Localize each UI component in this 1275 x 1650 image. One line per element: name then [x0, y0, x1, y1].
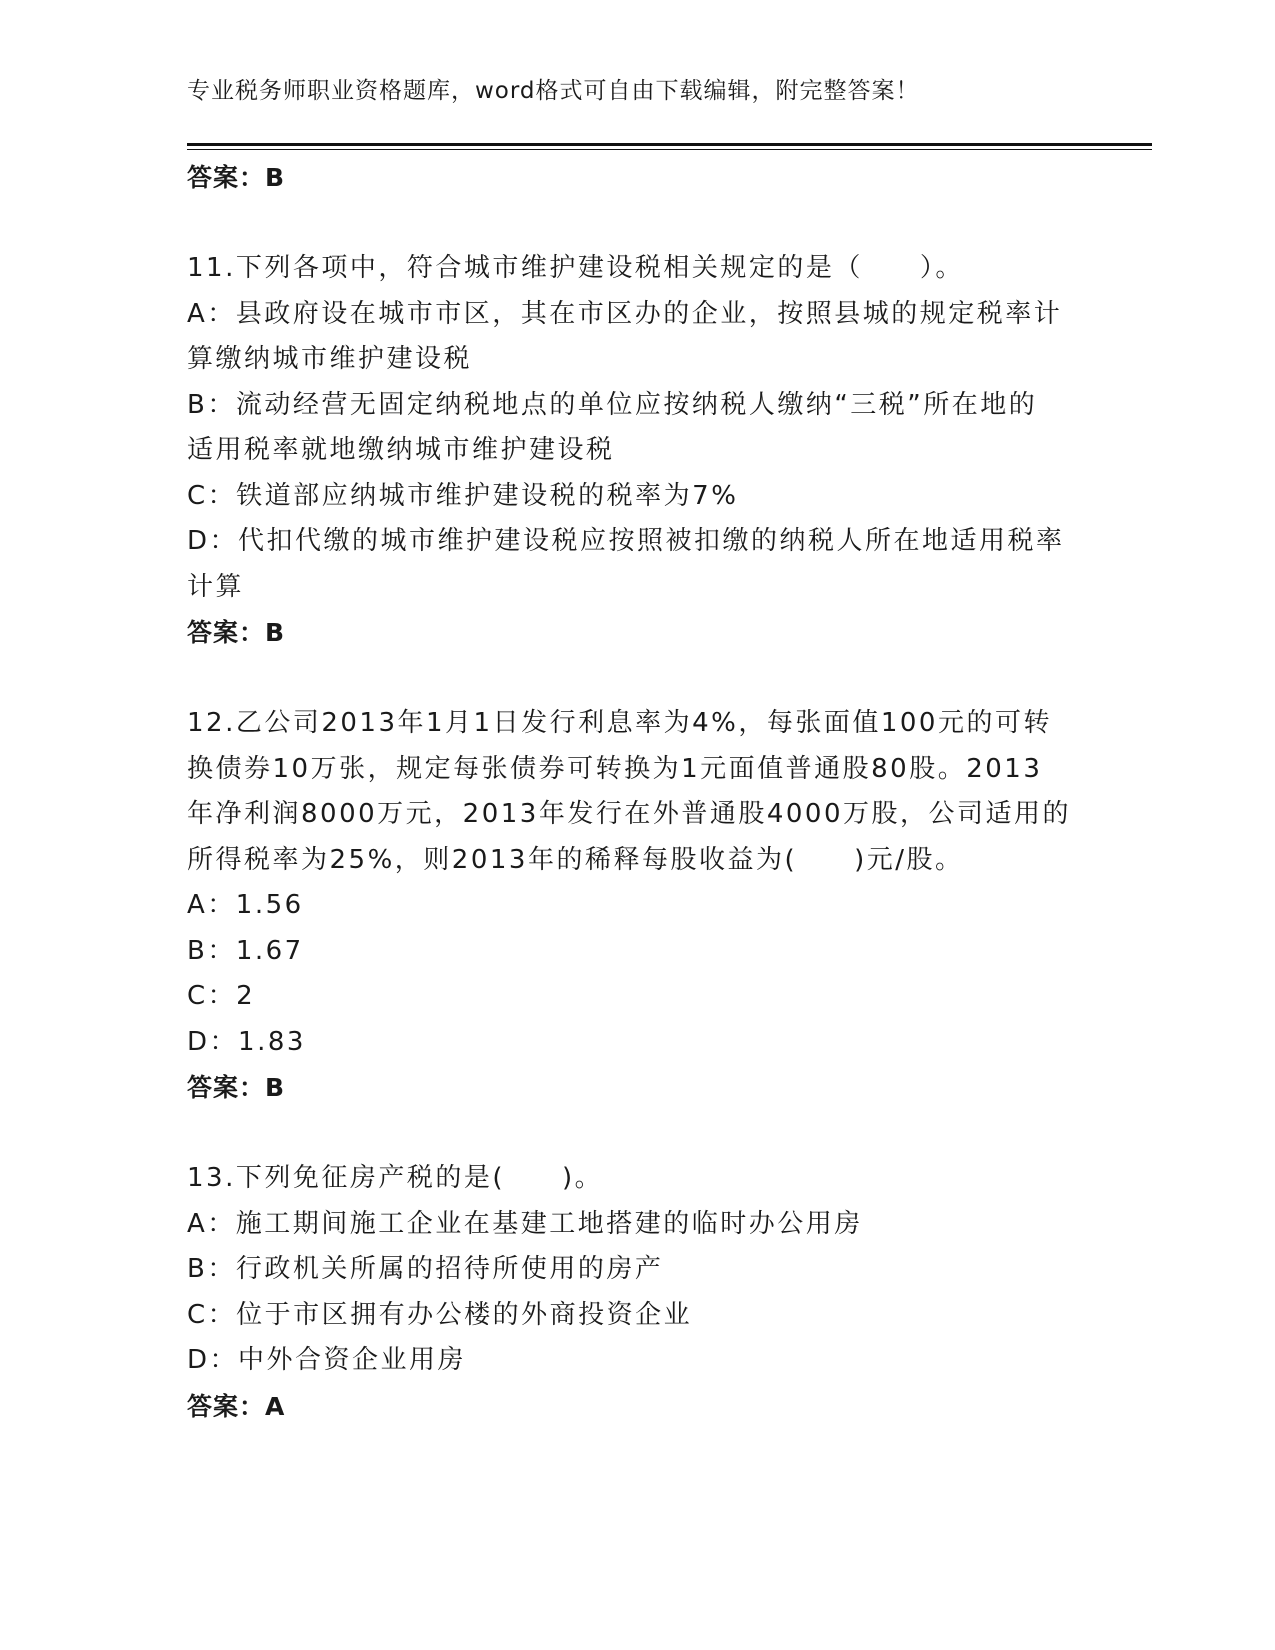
previous-answer: 答案：B: [187, 163, 286, 192]
header-rule-thick: [187, 143, 1152, 146]
option-d: D：中外合资企业用房: [187, 1345, 467, 1375]
question-13: [187, 1156, 1087, 1430]
option-line: A：县政府设在城市市区，其在市区办的企业，按照县城的规定税率计: [187, 298, 1063, 329]
option-line: D：代扣代缴的城市维护建设税应按照被扣缴的纳税人所在地适用税率: [187, 526, 1065, 556]
question-12: [187, 701, 1087, 1111]
question-stem-line: 12.乙公司2013年1月1日发行利息率为4%，每张面值100元的可转: [187, 708, 1052, 738]
option-d: [187, 519, 1087, 610]
header-rule-thin: [187, 149, 1152, 150]
page-header-text: 专业税务师职业资格题库，word格式可自由下载编辑，附完整答案！: [187, 78, 920, 104]
option-c: C：位于市区拥有办公楼的外商投资企业: [187, 1299, 693, 1330]
option-a: [187, 292, 1087, 383]
question-stem-line: 所得税率为25%，则2013年的稀释每股收益为( )元/股。: [187, 844, 964, 875]
answer-label: 答案：B: [187, 618, 286, 647]
question-stem-line: 11.下列各项中，符合城市维护建设税相关规定的是（ ）。: [187, 253, 964, 283]
option-a: A：1.56: [187, 890, 304, 920]
question-stem-line: 换债券10万张，规定每张债券可转换为1元面值普通股80股。2013: [187, 753, 1043, 784]
document-body: [187, 155, 1087, 1430]
option-line: 适用税率就地缴纳城市维护建设税: [187, 435, 615, 465]
option-a: A：施工期间施工企业在基建工地搭建的临时办公用房: [187, 1208, 863, 1239]
option-c: C：2: [187, 981, 256, 1011]
question-stem-line: 年净利润8000万元，2013年发行在外普通股4000万股，公司适用的: [187, 799, 1072, 829]
option-line: 算缴纳城市维护建设税: [187, 344, 473, 374]
question-11: [187, 246, 1087, 656]
option-b: B：行政机关所属的招待所使用的房产: [187, 1254, 664, 1284]
option-line: C：铁道部应纳城市维护建设税的税率为7%: [187, 480, 739, 511]
option-d: D：1.83: [187, 1026, 306, 1057]
option-b: B：1.67: [187, 935, 304, 966]
option-b: [187, 383, 1087, 474]
question-stem-line: 13.下列免征房产税的是( )。: [187, 1163, 604, 1193]
answer-label: 答案：A: [187, 1391, 286, 1421]
option-line: B：流动经营无固定纳税地点的单位应按纳税人缴纳“三税”所在地的: [187, 389, 1038, 420]
option-c: [187, 474, 1087, 520]
option-line: 计算: [187, 571, 245, 602]
answer-label: 答案：B: [187, 1073, 286, 1102]
